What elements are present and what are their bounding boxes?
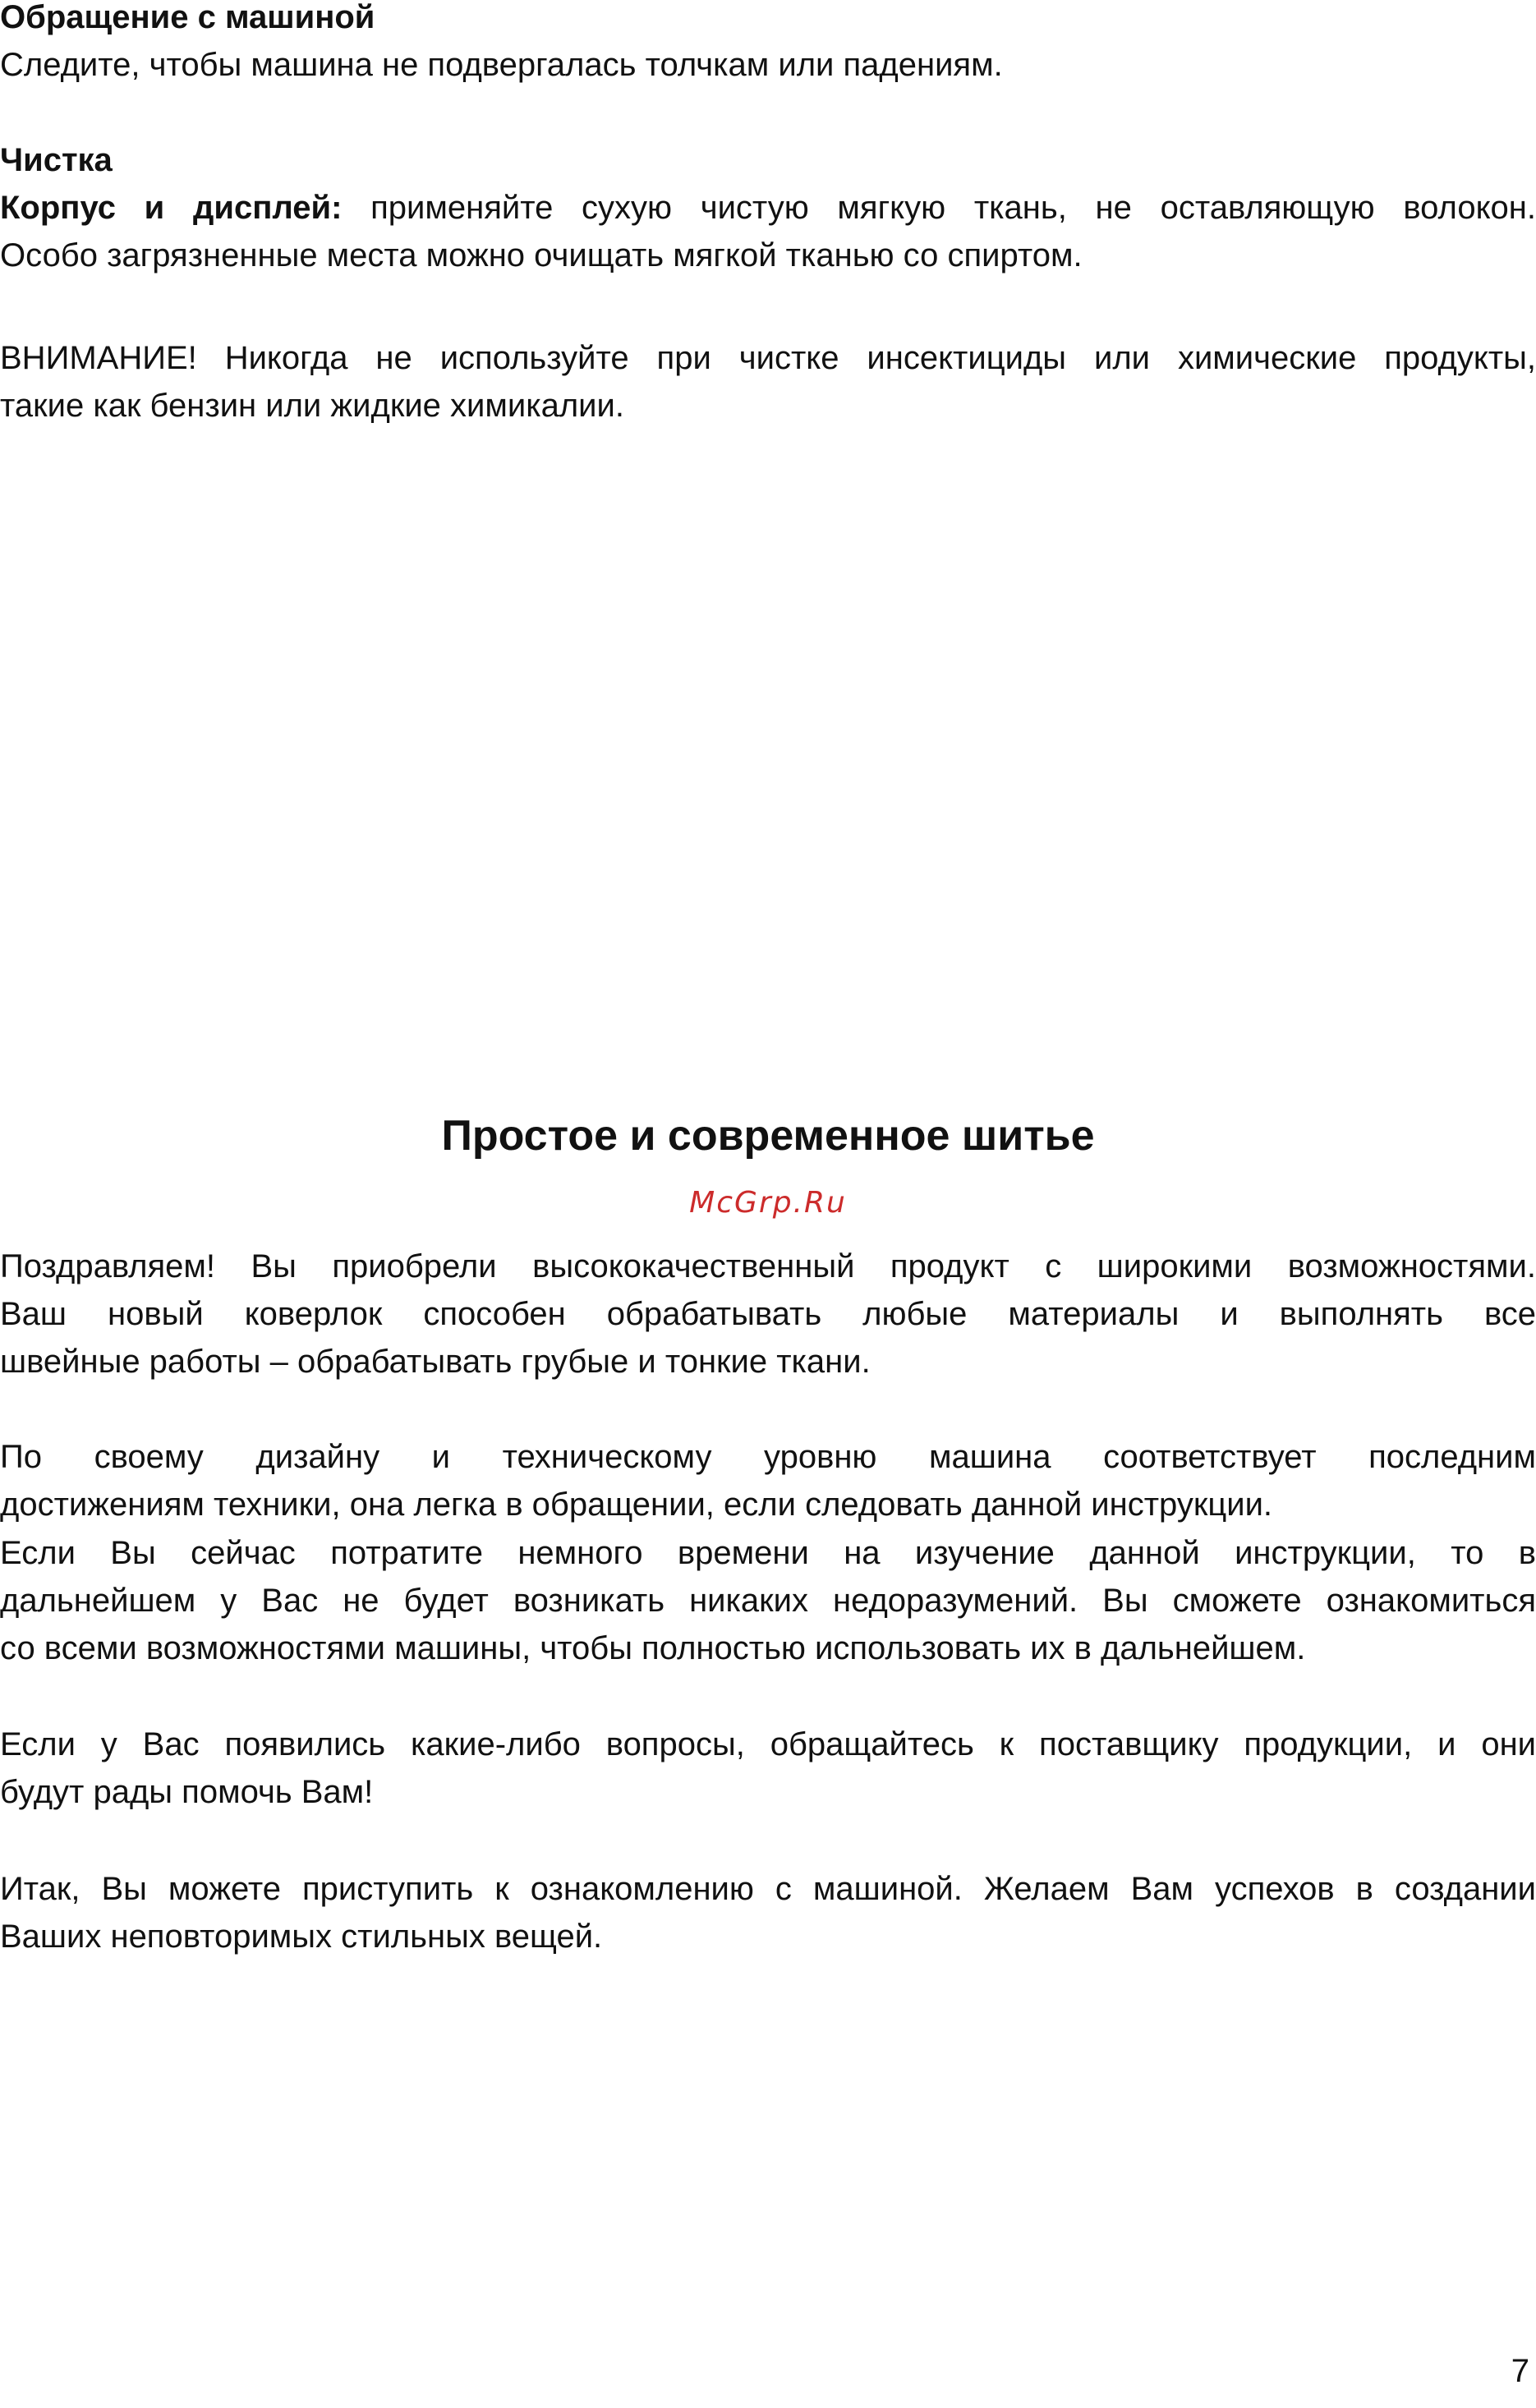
warning-line-1: ВНИМАНИЕ! Никогда не используйте при чистке инсектициды или химические продукты, (0, 340, 1536, 376)
paragraph-5 (0, 1865, 1536, 1960)
paragraph-4-line-2: будут рады помочь Вам! (0, 1774, 374, 1810)
page-number: 7 (1511, 2353, 1529, 2389)
paragraph-3 (0, 1529, 1536, 1672)
warning-line-2: такие как бензин или жидкие химикалии. (0, 388, 624, 424)
paragraph-2 (0, 1433, 1536, 1528)
paragraph-1-line-1: Поздравляем! Вы приобрели высококачественный продукт с широкими возможностями. (0, 1248, 1536, 1284)
paragraph-2-line-2: достижениям техники, она легка в обращении, если следовать данной инструкции. (0, 1487, 1273, 1523)
handling-text: Следите, чтобы машина не подвергалась толчкам или падениям. (0, 47, 1003, 83)
paragraph-5-line-1: Итак, Вы можете приступить к ознакомлению с машиной. Желаем Вам успехов в создании (0, 1871, 1536, 1907)
paragraph-4-line-1: Если у Вас появились какие-либо вопросы, обращайтесь к поставщику продукции, и они (0, 1726, 1536, 1762)
paragraph-3-line-3: со всеми возможностями машины, чтобы полностью использовать их в дальнейшем. (0, 1630, 1306, 1666)
watermark-text: McGrp.Ru (689, 1186, 847, 1220)
cleaning-body-line-1 (0, 184, 1536, 232)
cleaning-heading: Чистка (0, 142, 113, 178)
paragraph-4 (0, 1721, 1536, 1816)
paragraph-3-line-2: дальнейшем у Вас не будет возникать никаких недоразумений. Вы сможете ознакомиться (0, 1583, 1536, 1619)
paragraph-1 (0, 1243, 1536, 1386)
paragraph-5-line-2: Ваших неповторимых стильных вещей. (0, 1919, 603, 1955)
paragraph-1-line-2: Ваш новый коверлок способен обрабатывать любые материалы и выполнять все (0, 1296, 1536, 1332)
cleaning-section (0, 136, 1536, 279)
paragraph-3-line-1: Если Вы сейчас потратите немного времени на изучение данной инструкции, то в (0, 1535, 1536, 1571)
handling-heading: Обращение с машиной (0, 0, 375, 35)
cleaning-body-text: применяйте сухую чистую мягкую ткань, не оставляющую волокон. (370, 190, 1536, 226)
handling-section (0, 0, 1536, 89)
section-title: Простое и современное шитье (441, 1112, 1095, 1160)
cleaning-warning (0, 334, 1536, 430)
paragraph-2-line-1: По своему дизайну и техническому уровню машина соответствует последним (0, 1439, 1536, 1475)
cleaning-body-label: Корпус и дисплей: (0, 190, 343, 226)
paragraph-1-line-3: швейные работы – обрабатывать грубые и тонкие ткани. (0, 1344, 871, 1380)
cleaning-body-line-2: Особо загрязненные места можно очищать мягкой тканью со спиртом. (0, 237, 1083, 273)
